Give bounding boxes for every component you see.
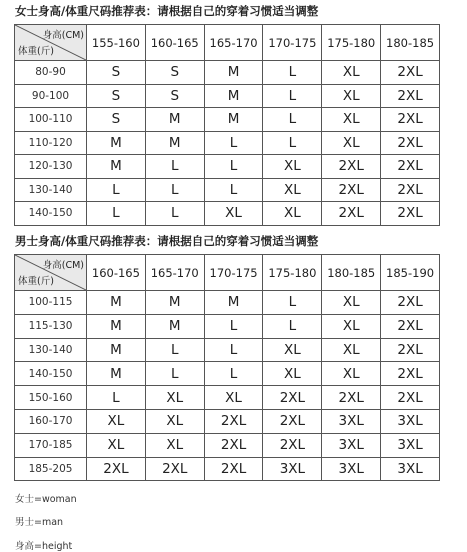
size-cell: L	[204, 155, 263, 179]
size-cell: 3XL	[322, 433, 381, 457]
height-range-header: 155-160	[87, 25, 146, 61]
table-row	[15, 338, 440, 362]
size-cell: L	[87, 386, 146, 410]
size-cell: XL	[145, 386, 204, 410]
size-cell: L	[263, 61, 322, 85]
legend-men: 男士=man	[15, 517, 64, 528]
size-cell: L	[204, 131, 263, 155]
size-cell: M	[204, 291, 263, 315]
size-cell: 3XL	[322, 457, 381, 481]
size-cell: 2XL	[381, 84, 440, 108]
legend-women: 女士=woman	[15, 494, 77, 505]
size-cell: 2XL	[263, 386, 322, 410]
size-cell: M	[87, 131, 146, 155]
size-cell: XL	[263, 155, 322, 179]
size-cell: 2XL	[204, 409, 263, 433]
weight-range-cell: 110-120	[15, 131, 87, 155]
weight-range-cell: 170-185	[15, 433, 87, 457]
size-cell: 3XL	[381, 409, 440, 433]
table-row	[15, 291, 440, 315]
size-cell: 2XL	[322, 155, 381, 179]
corner-height-label: 身高(CM)	[42, 30, 84, 41]
size-cell: 2XL	[87, 457, 146, 481]
size-cell: XL	[322, 338, 381, 362]
weight-range-cell: 140-150	[15, 202, 87, 226]
women-corner-cell	[15, 25, 87, 61]
size-cell: 2XL	[322, 178, 381, 202]
size-cell: 2XL	[381, 362, 440, 386]
size-cell: 2XL	[204, 457, 263, 481]
size-cell: XL	[145, 409, 204, 433]
height-range-header: 170-175	[263, 25, 322, 61]
size-cell: XL	[322, 84, 381, 108]
size-cell: M	[145, 131, 204, 155]
table-row	[15, 433, 440, 457]
height-range-header: 180-185	[381, 25, 440, 61]
height-range-header: 165-170	[204, 25, 263, 61]
weight-range-cell: 140-150	[15, 362, 87, 386]
size-cell: S	[87, 84, 146, 108]
size-cell: XL	[263, 178, 322, 202]
table-row	[15, 202, 440, 226]
corner-weight-label: 体重(斤)	[18, 276, 54, 287]
table-row	[15, 61, 440, 85]
size-cell: 3XL	[381, 433, 440, 457]
size-cell: 2XL	[204, 433, 263, 457]
weight-range-cell: 80-90	[15, 61, 87, 85]
size-cell: 2XL	[381, 108, 440, 132]
size-cell: 2XL	[381, 202, 440, 226]
men-corner-cell	[15, 255, 87, 291]
table-row	[15, 131, 440, 155]
size-cell: XL	[204, 386, 263, 410]
size-cell: XL	[204, 202, 263, 226]
size-cell: 3XL	[263, 457, 322, 481]
weight-range-cell: 150-160	[15, 386, 87, 410]
size-cell: L	[263, 314, 322, 338]
weight-range-cell: 130-140	[15, 338, 87, 362]
weight-range-cell: 100-110	[15, 108, 87, 132]
height-range-header: 160-165	[87, 255, 146, 291]
height-range-header: 160-165	[145, 25, 204, 61]
size-cell: XL	[322, 314, 381, 338]
men-size-table	[14, 254, 440, 481]
weight-range-cell: 130-140	[15, 178, 87, 202]
size-cell: M	[87, 338, 146, 362]
size-cell: 2XL	[381, 178, 440, 202]
size-cell: XL	[322, 291, 381, 315]
size-cell: 2XL	[145, 457, 204, 481]
size-cell: L	[145, 338, 204, 362]
size-cell: XL	[263, 362, 322, 386]
height-range-header: 170-175	[204, 255, 263, 291]
men-table-title: 男士身高/体重尺码推荐表：请根据自己的穿着习惯适当调整	[15, 234, 319, 248]
corner-weight-label: 体重(斤)	[18, 46, 54, 57]
size-cell: M	[145, 314, 204, 338]
height-range-header: 180-185	[322, 255, 381, 291]
weight-range-cell: 120-130	[15, 155, 87, 179]
size-cell: 2XL	[381, 155, 440, 179]
size-cell: L	[145, 178, 204, 202]
women-header-row	[15, 25, 440, 61]
size-cell: 2XL	[381, 291, 440, 315]
size-cell: L	[263, 84, 322, 108]
size-cell: XL	[322, 61, 381, 85]
size-cell: M	[204, 108, 263, 132]
size-cell: L	[204, 362, 263, 386]
size-cell: XL	[87, 433, 146, 457]
men-header-row	[15, 255, 440, 291]
weight-range-cell: 160-170	[15, 409, 87, 433]
size-cell: L	[87, 202, 146, 226]
size-cell: M	[204, 61, 263, 85]
weight-range-cell: 115-130	[15, 314, 87, 338]
table-row	[15, 155, 440, 179]
size-cell: XL	[87, 409, 146, 433]
size-cell: L	[145, 155, 204, 179]
legend-height: 身高=height	[15, 541, 73, 552]
size-cell: M	[87, 314, 146, 338]
size-cell: M	[87, 155, 146, 179]
size-cell: 2XL	[381, 338, 440, 362]
size-cell: XL	[263, 338, 322, 362]
table-row	[15, 386, 440, 410]
weight-range-cell: 100-115	[15, 291, 87, 315]
table-row	[15, 457, 440, 481]
size-cell: 2XL	[381, 314, 440, 338]
size-cell: 2XL	[322, 386, 381, 410]
size-cell: 2XL	[381, 61, 440, 85]
height-range-header: 185-190	[381, 255, 440, 291]
height-range-header: 175-180	[322, 25, 381, 61]
size-cell: L	[204, 178, 263, 202]
table-row	[15, 84, 440, 108]
size-cell: L	[204, 314, 263, 338]
women-size-table	[14, 24, 440, 226]
size-cell: L	[263, 108, 322, 132]
size-cell: S	[87, 108, 146, 132]
size-cell: 2XL	[263, 409, 322, 433]
corner-height-label: 身高(CM)	[42, 260, 84, 271]
size-cell: 2XL	[322, 202, 381, 226]
women-table-title: 女士身高/体重尺码推荐表：请根据自己的穿着习惯适当调整	[15, 4, 319, 18]
size-cell: M	[87, 291, 146, 315]
weight-range-cell: 90-100	[15, 84, 87, 108]
size-cell: S	[145, 84, 204, 108]
size-cell: L	[87, 178, 146, 202]
table-row	[15, 314, 440, 338]
size-cell: XL	[322, 362, 381, 386]
table-row	[15, 409, 440, 433]
size-cell: 2XL	[263, 433, 322, 457]
size-cell: L	[145, 362, 204, 386]
size-cell: XL	[322, 131, 381, 155]
size-cell: L	[145, 202, 204, 226]
height-range-header: 175-180	[263, 255, 322, 291]
size-cell: 2XL	[381, 131, 440, 155]
weight-range-cell: 185-205	[15, 457, 87, 481]
size-cell: XL	[263, 202, 322, 226]
size-cell: S	[87, 61, 146, 85]
size-cell: M	[204, 84, 263, 108]
size-cell: 3XL	[322, 409, 381, 433]
size-cell: 3XL	[381, 457, 440, 481]
size-cell: M	[145, 291, 204, 315]
size-cell: 2XL	[381, 386, 440, 410]
table-row	[15, 178, 440, 202]
size-cell: L	[204, 338, 263, 362]
size-cell: M	[87, 362, 146, 386]
size-cell: XL	[145, 433, 204, 457]
size-cell: XL	[322, 108, 381, 132]
size-cell: L	[263, 291, 322, 315]
table-row	[15, 362, 440, 386]
size-cell: M	[145, 108, 204, 132]
height-range-header: 165-170	[145, 255, 204, 291]
size-cell: L	[263, 131, 322, 155]
size-cell: S	[145, 61, 204, 85]
table-row	[15, 108, 440, 132]
